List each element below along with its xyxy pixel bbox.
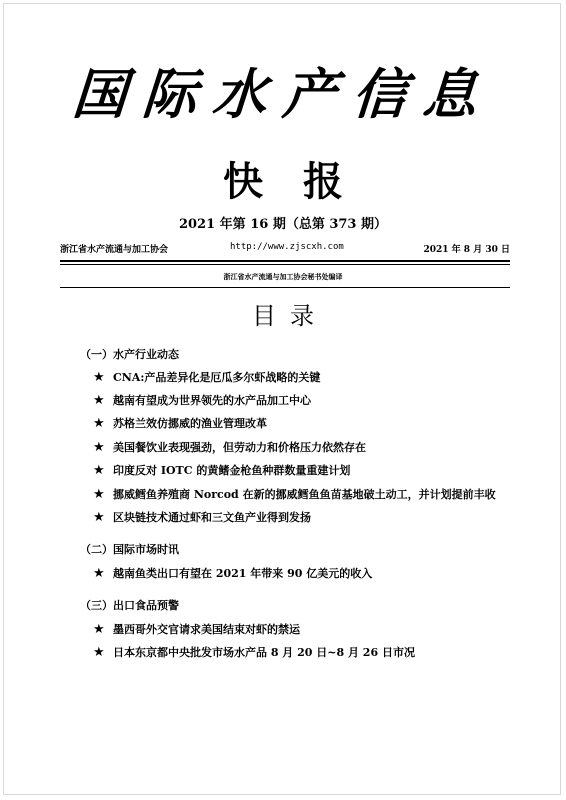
toc-item-text: 印度反对 IOTC 的黄鳍金枪鱼种群数量重建计划 xyxy=(113,464,351,477)
toc-section-title: （三）出口食品预警 xyxy=(80,599,179,612)
editor-note: 浙江省水产流通与加工协会秘书处编译 xyxy=(223,272,343,281)
toc-item-text: 越南有望成为世界领先的水产品加工中心 xyxy=(113,394,311,407)
toc-item[interactable] xyxy=(93,415,267,431)
issue-number: 2021 年第 16 期（总第 373 期） xyxy=(178,217,388,232)
header-divider-thick xyxy=(60,260,510,262)
toc-item-text: 日本东京都中央批发市场水产品 8 月 20 日~8 月 26 日市况 xyxy=(113,646,415,659)
toc-item-text: 区块链技术通过虾和三文鱼产业得到发扬 xyxy=(113,511,311,524)
star-bullet-icon: ★ xyxy=(93,440,105,455)
toc-item[interactable] xyxy=(93,644,415,660)
star-bullet-icon: ★ xyxy=(93,393,105,408)
star-bullet-icon: ★ xyxy=(93,463,105,478)
toc-item[interactable] xyxy=(93,565,372,581)
toc-item[interactable] xyxy=(93,369,320,385)
star-bullet-icon: ★ xyxy=(93,566,105,581)
toc-section-title: （二）国际市场时讯 xyxy=(80,543,179,556)
toc-item[interactable] xyxy=(93,621,300,637)
organization-name: 浙江省水产流通与加工协会 xyxy=(60,245,169,255)
star-bullet-icon: ★ xyxy=(93,487,105,502)
toc-item-text: 挪威鳕鱼养殖商 Norcod 在新的挪威鳕鱼鱼苗基地破土动工，并计划提前丰收 xyxy=(113,488,496,501)
toc-section-title: （一）水产行业动态 xyxy=(80,348,179,361)
toc-item[interactable] xyxy=(93,392,311,408)
star-bullet-icon: ★ xyxy=(93,622,105,637)
website-link[interactable]: http://www.zjscxh.com xyxy=(230,242,344,252)
star-bullet-icon: ★ xyxy=(93,370,105,385)
toc-item-text: 越南鱼类出口有望在 2021 年带来 90 亿美元的收入 xyxy=(113,567,373,580)
header-divider-thin xyxy=(60,264,510,265)
masthead-title: 国际水产信息 xyxy=(70,62,495,126)
publication-date: 2021 年 8 月 30 日 xyxy=(423,245,510,255)
toc-item[interactable] xyxy=(93,509,311,525)
toc-item[interactable] xyxy=(93,439,366,455)
toc-item[interactable] xyxy=(93,462,350,478)
toc-title: 目录 xyxy=(252,302,328,330)
toc-item-text: 墨西哥外交官请求美国结束对虾的禁运 xyxy=(113,623,300,636)
publication-info-row xyxy=(60,240,510,258)
toc-item[interactable] xyxy=(93,486,496,502)
toc-item-text: 美国餐饮业表现强劲，但劳动力和价格压力依然存在 xyxy=(113,441,366,454)
star-bullet-icon: ★ xyxy=(93,510,105,525)
star-bullet-icon: ★ xyxy=(93,645,105,660)
editor-divider xyxy=(60,287,510,288)
bulletin-subtitle: 快报 xyxy=(223,159,383,205)
toc-item-text: 苏格兰效仿挪威的渔业管理改革 xyxy=(113,417,267,430)
toc-item-text: CNA:产品差异化是厄瓜多尔虾战略的关键 xyxy=(113,371,321,384)
star-bullet-icon: ★ xyxy=(93,416,105,431)
